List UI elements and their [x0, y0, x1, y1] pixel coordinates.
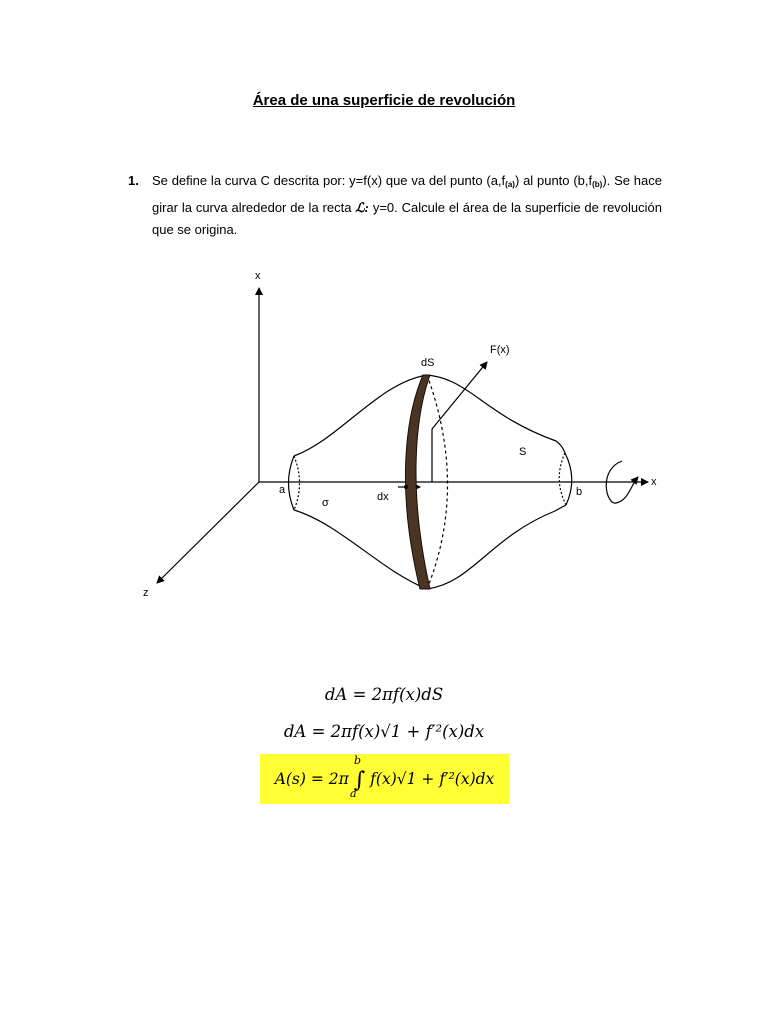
label-a: a — [279, 484, 286, 496]
lower-limit: a — [350, 787, 357, 800]
left-end-cap — [289, 456, 295, 510]
equation-3 — [260, 754, 509, 800]
problem-1 — [128, 170, 662, 242]
label-sigma: σ — [322, 497, 329, 509]
right-end-cap-back — [559, 453, 566, 505]
upper-limit: b — [354, 754, 362, 767]
revolution-figure — [0, 255, 768, 615]
problem-statement — [152, 170, 662, 242]
equation-2: dA = 2πf(x)√1 + f′²(x)dx — [283, 722, 485, 741]
label-ds: dS — [421, 357, 435, 369]
statement-part: ). Se hace girar la curva alrededor de la recta — [152, 173, 662, 215]
label-s: S — [519, 446, 527, 458]
equation-1: dA = 2πf(x)dS — [324, 685, 444, 704]
subscript-b: (b) — [592, 180, 603, 189]
label-x-right: x — [651, 476, 657, 488]
page-title: Área de una superficie de revolución — [252, 92, 516, 109]
statement-part: y=0. Calcule el área de la superficie de revolución que se origina. — [152, 199, 662, 237]
label-b: b — [576, 486, 583, 498]
formula-body: f(x)√1 + f′²(x)dx — [370, 770, 495, 788]
surface-upper-outline — [294, 375, 565, 456]
surface-lower-outline — [294, 505, 566, 589]
label-fx: F(x) — [490, 344, 510, 356]
label-z: z — [143, 587, 149, 599]
label-dx: dx — [377, 491, 389, 503]
fx-arrow — [432, 362, 487, 429]
right-end-cap — [565, 453, 572, 505]
formula-prefix: A(s) = 2π — [274, 770, 349, 788]
line-symbol: ℒ: — [355, 199, 369, 215]
statement-part: ) al punto (b,f — [514, 173, 593, 188]
statement-part: Se define la curva C descrita por: y=f(x) que va del punto (a,f — [152, 173, 506, 188]
label-x-top: x — [255, 270, 261, 282]
subscript-a: (a) — [505, 180, 515, 189]
highlighted-formula — [260, 754, 509, 804]
integral-sign: ∫ — [353, 768, 366, 793]
problem-number: 1. — [128, 173, 139, 188]
depth-axis — [157, 482, 259, 583]
left-end-cap-back — [294, 456, 300, 510]
dx-point — [404, 485, 408, 489]
